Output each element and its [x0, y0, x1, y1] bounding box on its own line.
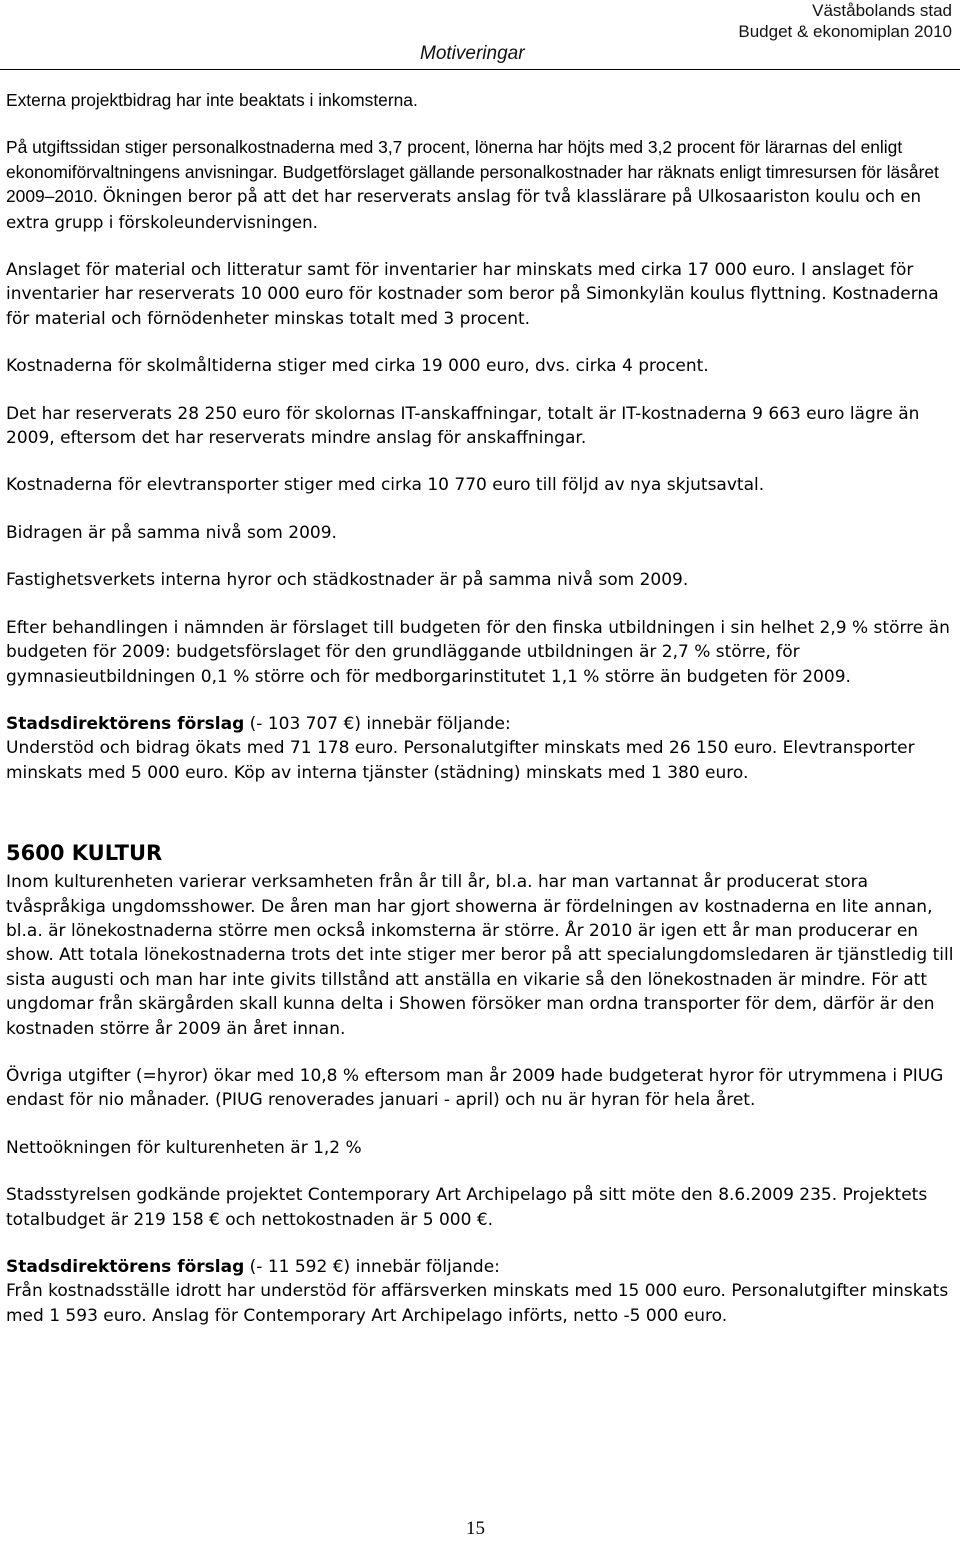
- culture-proposal-details: Från kostnadsställe idrott har understöd för affärsverken minskats med 15 000 euro. Personalutgifter minskats med 1 593 euro. Anslag för Contemporary Art Archipelago införts, netto -5 000 euro.: [6, 1281, 949, 1326]
- culture-proposal-label: Stadsdirektörens förslag: [6, 1257, 245, 1277]
- culture-proposal-amount-text: (- 11 592 €) innebär följande:: [244, 1257, 500, 1277]
- paragraph-net-increase: Nettoökningen för kulturenheten är 1,2 %: [6, 1137, 362, 1158]
- header-budget-title: Budget & ekonomiplan 2010: [738, 22, 952, 41]
- paragraph-school-meals: Kostnaderna för skolmåltiderna stiger med cirka 19 000 euro, dvs. cirka 4 procent.: [6, 356, 709, 377]
- paragraph-culture-director-proposal: [6, 1255, 954, 1328]
- document-body: [6, 88, 954, 1328]
- header-rule: [0, 69, 960, 70]
- proposal-details: Understöd och bidrag ökats med 71 178 euro. Personalutgifter minskats med 26 150 euro. Elevtransporter minskats med 5 000 euro. Köp av interna tjänster (städning) minskats med 1 380 euro.: [6, 738, 915, 783]
- paragraph-director-proposal: [6, 712, 954, 785]
- increase-reason-text: Ökningen beror på att det har reserverats anslag för två klasslärare på Ulkosaariston koulu och en extra grupp i förskoleundervisningen.: [6, 187, 922, 232]
- paragraph-budget-summary: Efter behandlingen i nämnden är förslaget till budgeten för den finska utbildningen i sin helhet 2,9 % större än budgeten för 2009: budgetsförslaget för den grundläggande utbildningen är 2,7 % större, för gymnasieutbildningen 0,1 % större och för medborgarinstitutet 1,1 % större än budgeten för 2009.: [6, 617, 950, 687]
- paragraph-student-transport: Kostnaderna för elevtransporter stiger med cirka 10 770 euro till följd av nya skjutsavtal.: [6, 475, 765, 496]
- paragraph-grants: Bidragen är på samma nivå som 2009.: [6, 522, 337, 543]
- paragraph-materials: Anslaget för material och litteratur samt för inventarier har minskats med cirka 17 000 euro. I anslaget för inventarier har reserverats 10 000 euro för kostnader som beror på Simonkylän koulus flyttning. Kostnaderna för material och förnödenheter minskas totalt med 3 procent.: [6, 260, 939, 329]
- personnel-costs-text: På utgiftssidan stiger personalkostnaderna med 3,7 procent, lönerna har höjts med 3,2 procent för lärarnas del enligt ekonomiförvaltningens anvisningar. Budgetförslaget gällande personalkostnader har räknats enligt timresursen för läsåret 2009–2010.: [6, 137, 939, 207]
- paragraph-project-grants: Externa projektbidrag har inte beaktats i inkomsterna.: [6, 90, 418, 110]
- section-heading-kultur: 5600 KULTUR: [6, 841, 163, 866]
- paragraph-rents: Fastighetsverkets interna hyror och städkostnader är på samma nivå som 2009.: [6, 570, 689, 591]
- proposal-amount-text: (- 103 707 €) innebär följande:: [244, 713, 511, 734]
- header-city: Väståbolands stad: [812, 1, 952, 20]
- paragraph-culture-activities: Inom kulturenheten varierar verksamheten från år till år, bl.a. har man vartannat år producerat stora tvåspråkiga ungdomsshower. De åren man har gjort showerna är fördelningen av kostnaderna en lite annan, bl.a. är lönekostnaderna större men också inkomsterna är större. År 2010 är igen ett år man producerar en show. Att totala lönekostnaderna trots det inte stiger mer beror på att specialungdomsledaren är tjänstledig till sista augusti och man har inte givits tillstånd att anställa en vikarie så den lönekostnaden är mindre. För att ungdomar från skärgården skall kunna delta i Showen försöker man ordna transporter för dem, därför är den kostnaden större år 2009 än året innan.: [6, 872, 954, 1039]
- paragraph-it-purchases: Det har reserverats 28 250 euro för skolornas IT-anskaffningar, totalt är IT-kostnaderna 9 663 euro lägre än 2009, eftersom det har reserverats mindre anslag för anskaffningar.: [6, 403, 920, 449]
- paragraph-other-expenses: Övriga utgifter (=hyror) ökar med 10,8 % eftersom man år 2009 hade budgeterat hyror för utrymmena i PIUG endast för nio månader. (PIUG renoverades januari - april) och nu är hyran för hela året.: [6, 1065, 944, 1111]
- paragraph-personnel-costs: [6, 135, 954, 235]
- proposal-label: Stadsdirektörens förslag: [6, 713, 245, 734]
- header-section-title: Motiveringar: [420, 43, 525, 64]
- header-org-info: [738, 0, 952, 42]
- page-header: [0, 0, 960, 72]
- paragraph-art-project: Stadsstyrelsen godkände projektet Contemporary Art Archipelago på sitt möte den 8.6.2009 235. Projektets totalbudget är 219 158 € och nettokostnaden är 5 000 €.: [6, 1185, 928, 1230]
- page-number: 15: [466, 1518, 485, 1539]
